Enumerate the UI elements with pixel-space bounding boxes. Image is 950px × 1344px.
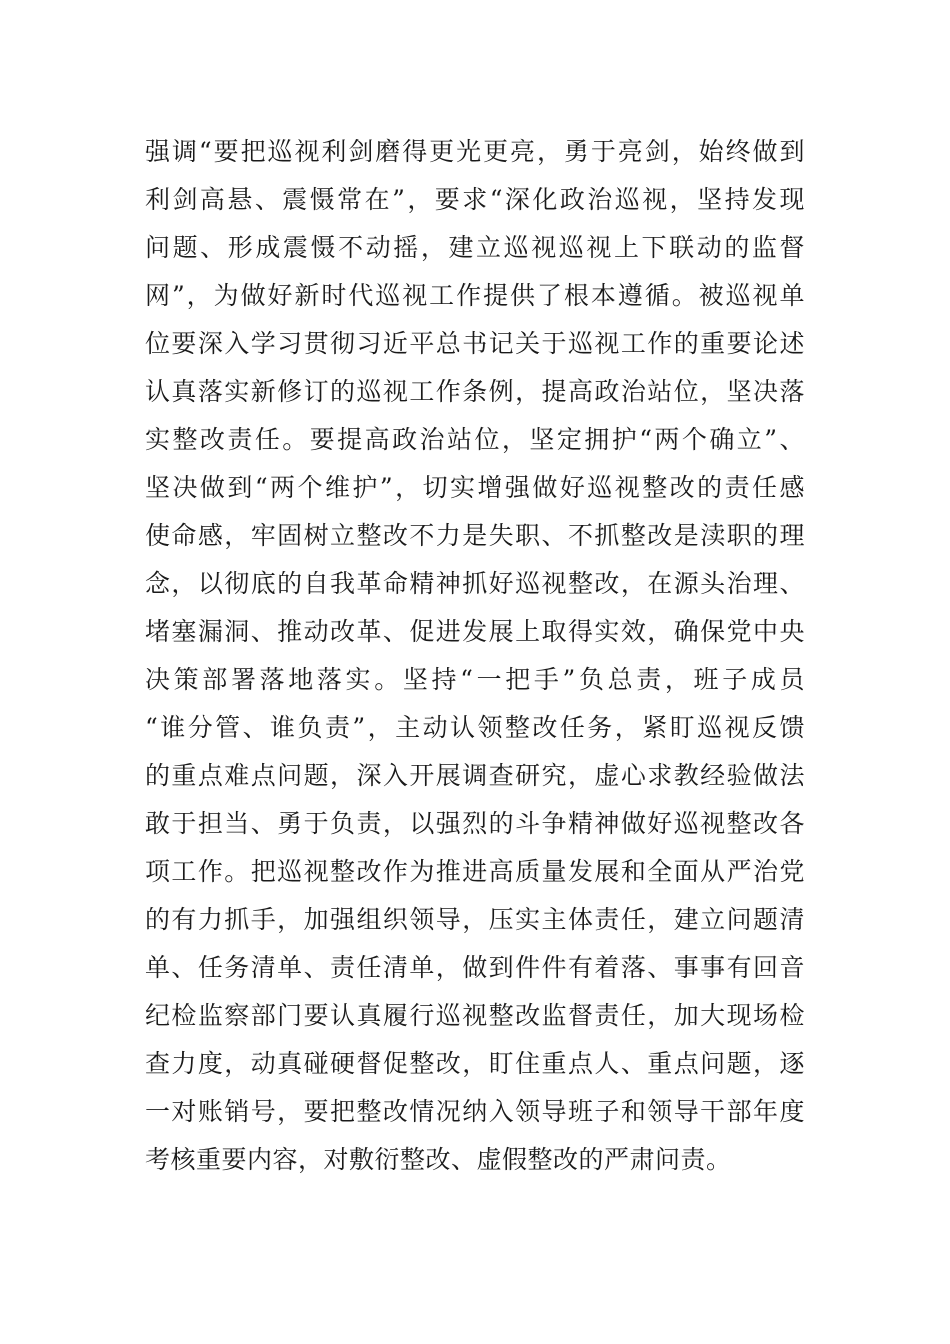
- text-line: 考核重要内容，对敷衍整改、虚假整改的严肃问责。: [145, 1145, 732, 1174]
- text-line: 使命感，牢固树立整改不力是失职、不抓整改是渎职的理: [145, 521, 805, 550]
- text-line: 项工作。把巡视整改作为推进高质量发展和全面从严治党: [145, 857, 805, 886]
- text-line: 单、任务清单、责任清单，做到件件有着落、事事有回音: [145, 953, 805, 982]
- text-line: 位要深入学习贯彻习近平总书记关于巡视工作的重要论述: [145, 329, 805, 358]
- text-line: 的有力抓手，加强组织领导，压实主体责任，建立问题清: [145, 905, 805, 934]
- text-line: 利剑高悬、震慑常在”，要求“深化政治巡视，坚持发现: [145, 185, 805, 214]
- text-line: “谁分管、谁负责”，主动认领整改任务，紧盯巡视反馈: [145, 713, 805, 742]
- text-line: 查力度，动真碰硬督促整改，盯住重点人、重点问题，逐: [145, 1049, 805, 1078]
- body-text: [145, 128, 805, 1184]
- text-line: 念，以彻底的自我革命精神抓好巡视整改，在源头治理、: [145, 569, 805, 598]
- text-line: 堵塞漏洞、推动改革、促进发展上取得实效，确保党中央: [145, 617, 805, 646]
- text-line: 坚决做到“两个维护”，切实增强做好巡视整改的责任感: [145, 473, 805, 502]
- text-line: 纪检监察部门要认真履行巡视整改监督责任，加大现场检: [145, 1001, 805, 1030]
- text-line: 强调“要把巡视利剑磨得更光更亮，勇于亮剑，始终做到: [145, 137, 805, 166]
- text-line: 的重点难点问题，深入开展调查研究，虚心求教经验做法: [145, 761, 805, 790]
- text-line: 实整改责任。要提高政治站位，坚定拥护“两个确立”、: [145, 425, 805, 454]
- text-line: 敢于担当、勇于负责，以强烈的斗争精神做好巡视整改各: [145, 809, 805, 838]
- text-line: 认真落实新修订的巡视工作条例，提高政治站位，坚决落: [145, 377, 805, 406]
- text-line: 网”，为做好新时代巡视工作提供了根本遵循。被巡视单: [145, 281, 805, 310]
- text-line: 决策部署落地落实。坚持“一把手”负总责，班子成员: [145, 665, 805, 694]
- text-line: 一对账销号，要把整改情况纳入领导班子和领导干部年度: [145, 1097, 805, 1126]
- text-line: 问题、形成震慑不动摇，建立巡视巡视上下联动的监督: [145, 233, 805, 262]
